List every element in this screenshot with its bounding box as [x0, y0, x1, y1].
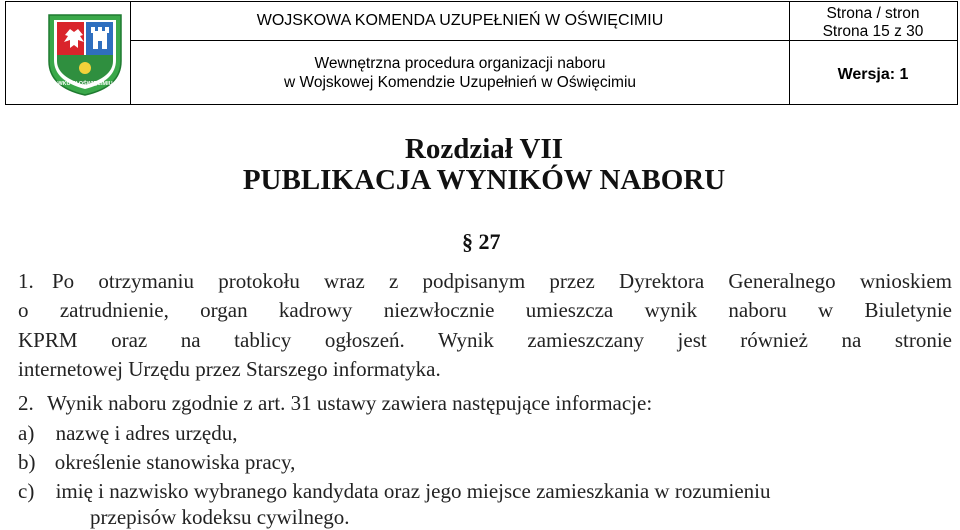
list-item-line: internetowej Urzędu przez Starszego informatyka.: [18, 357, 441, 382]
subitem-letter: a): [18, 421, 35, 445]
list-item-line: o zatrudnienie, organ kadrowy niezwłocznie umieszcza wynik naboru w Biuletynie: [18, 298, 952, 323]
subitem-c: [18, 479, 770, 504]
version-label: Wersja: 1: [837, 66, 909, 83]
list-item-number: 2.: [18, 391, 34, 415]
subitem-b: [18, 450, 295, 475]
subitem-text: określenie stanowiska pracy,: [54, 450, 296, 474]
list-item-number: 1.: [18, 269, 34, 293]
header-subtitle-line2: w Wojskowej Komendzie Uzupełnień w Oświęcimiu: [283, 74, 637, 91]
list-item-1: [18, 267, 952, 385]
subitem-text: nazwę i adres urzędu,: [55, 421, 238, 445]
list-item-line: KPRM oraz na tablicy ogłoszeń. Wynik zamieszczany jest również na stronie: [18, 327, 952, 352]
subitem-letter: c): [18, 479, 35, 503]
subitem-text: imię i nazwisko wybranego kandydata oraz jego miejsce zamieszkania w rozumieniu: [55, 479, 771, 503]
list-item-line: Po otrzymaniu protokołu wraz z podpisanym przez Dyrektora Generalnego wnioskiem: [52, 269, 952, 293]
header-title: WOJSKOWA KOMENDA UZUPEŁNIEŃ W OŚWIĘCIMIU: [256, 12, 664, 29]
page-label: Strona / stron: [826, 5, 920, 22]
list-item-text: Wynik naboru zgodnie z art. 31 ustawy zawiera następujące informacje:: [47, 391, 653, 415]
svg-text:WKU W OŚWIĘCIMIU: WKU W OŚWIĘCIMIU: [57, 81, 113, 87]
list-item-2: [18, 391, 652, 416]
subitem-letter: b): [18, 450, 36, 474]
header-subtitle-line1: Wewnętrzna procedura organizacji naboru: [314, 55, 606, 72]
chapter-number: Rozdział VII: [404, 133, 564, 165]
paragraph-mark: § 27: [462, 229, 501, 254]
subitem-a: [18, 421, 237, 446]
wku-emblem-icon: [45, 11, 125, 97]
chapter-title: PUBLIKACJA WYNIKÓW NABORU: [242, 164, 726, 196]
page-number: Strona 15 z 30: [822, 23, 924, 40]
subitem-c-continuation: przepisów kodeksu cywilnego.: [90, 505, 350, 529]
document-header: [5, 1, 958, 105]
